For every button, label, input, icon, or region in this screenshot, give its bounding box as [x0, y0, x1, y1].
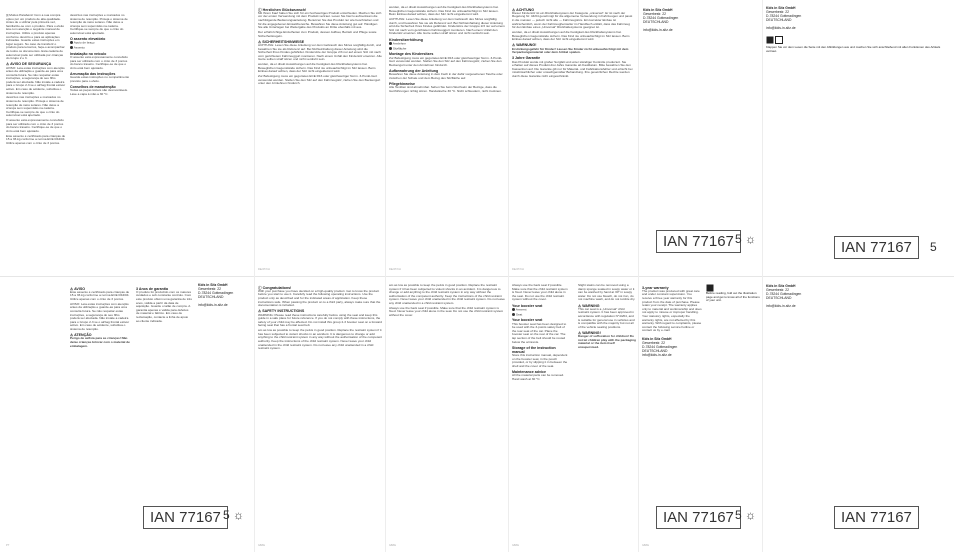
page-five-pt-text: 5: [223, 508, 230, 522]
de-care-text: Alle Textilien sind abnehmbar. Sehen Sie beim Wechseln der Bezüge, dass die Gurtführungen richtig sitzen. Handwäsche 30 °C. Nicht schleudern, nicht trocknen.: [389, 85, 502, 93]
seat-marker-icon: [70, 46, 73, 49]
en-warning-title-text: WARNING: [582, 303, 600, 308]
footer-en-2: GB/IE: [389, 544, 396, 547]
pt-install-title: Instalação no veículo: [70, 51, 107, 56]
contact-country-de: DEUTSCHLAND: [643, 20, 669, 24]
pt-atencao-text: Perigo de asfixia para as crianças! Não deixe crianças brincar com o material de embalagem.: [70, 336, 130, 348]
contact-street-en1: Gewerbestr. 22: [642, 340, 665, 345]
de-safety-title: ⚠ SICHERHEITSHINWEISE: [258, 39, 305, 44]
en-warning-text: This car seat is a „Universal" child restraint system. It has been approved in accordance with regulation N°44/04, and is suitable for general use in vehicles and is compatible with the majority but not all of the vehicle seating positions.: [578, 306, 635, 329]
en-armrest-marker-icon: [512, 308, 515, 311]
en-head-text: Congratulations!: [262, 285, 292, 290]
info-icon: [775, 36, 783, 44]
de-safety-text-2: werden, da er direkt Auswirkungen auf die Festigkeit des Rückhaltesystems hat. Beweglichen Gegenstände sichern. Das Kind nie unbeaufsichtigt im Sitz lassen. Beim Einbau darauf achten, dass der Sitz nicht eingeklemmt wird.: [258, 62, 376, 74]
contact-city-en: D-78244 Gottmadingen: [766, 292, 802, 296]
en-warning-title: ⚠ WARNING: [578, 303, 600, 308]
de-intro-2: Der erhält richtige Einzelheiten zum Produkt, dessen Aufbau, Betrieb und Pflege sowie Sicherheitsregeln.: [258, 29, 377, 38]
pt-maintenance-text: Todas as peças têxteis são desmontáveis. Lave a capa à mão a 30 °C.: [70, 88, 128, 96]
footer-en-1: GB/IE: [258, 544, 265, 547]
de-head: ⓘ Herzlichen Glückwunsch!: [258, 7, 307, 12]
en-recycle-block: [706, 284, 760, 303]
armrest-marker-icon: [70, 41, 73, 44]
contact-email-en[interactable]: info@kids-in-sitz.de: [766, 304, 796, 308]
de-col2-text-2: ACHTUNG: Lesen Sie diese Anleitung vor dem Gebrauch des Sitzes sorgfältig durch, und bewahren Sie sie als Referenz auf. Bei Nichteinhaltung dieser Anleitung wird die Sicherheit Ihres Kindes gefährdet. Kindersitze der Gruppe 2/3 nur auf einem Sitz mit nach vorn gerichtetem Fahrzeuggurt montieren. Nach einem Unfall den Kindersitz ersetzen. Alle Gurte sollten straff sitzen und nicht verdreht sein.: [389, 16, 505, 36]
fold-line-4: [638, 0, 639, 552]
pt-column-2: [70, 14, 130, 289]
en-col2-text: am as low as possible to keep the pelvis in good position. Replace the restraint system if it has been subjected to violent shocks in an accident. It is dangerous to change or add anything to the child restraint system in any way without the authorisation of the competent authority. Keep the instructions of the child restraint system. Never leave your child unattended in the child restraint system. Do not leave any child unattended in a child restraint system.: [389, 284, 505, 305]
recycle-icon: [766, 36, 774, 44]
footer-de-3: DE/AT/CH: [512, 268, 524, 271]
pt-col2-text: descritos nas instruções e marcados no sistema de retenção. Proteja o sistema de retenção de raios solares. Não deixe a criança sem supervisão na cadeira. Certifique-se sempre de que o cinto do automóvel está apertado.: [70, 14, 128, 35]
de-column-1: [258, 6, 382, 246]
de-armrest-label: [389, 42, 505, 46]
en-seat-label: [512, 313, 568, 317]
en-contact-block: [766, 284, 846, 308]
de-col2-text: werden, da er direkt Auswirkungen auf die Festigkeit des Rückhaltesystems hat. Beweglichen Gegenstände sichern. Das Kind nie unbeaufsichtigt im Sitz lassen. Beim Einbau darauf achten, dass der Sitz nicht eingeklemmt wird.: [389, 6, 499, 17]
pt-warning-text-2: descritos nas instruções e marcados no sistema de retenção. Proteja o sistema de retenção de raios solares. Não deixe a criança sem supervisão na cadeira. Certifique-se sempre de que o cinto do automóvel está apertado.: [6, 95, 64, 118]
contact-company-en1: Kids in Sitz GmbH: [642, 336, 672, 341]
fold-line-3: [508, 0, 509, 552]
contact-country-pt: DEUTSCHLAND: [198, 295, 224, 299]
de-safety-text: ACHTUNG: Lesen Sie diese Anleitung vor dem Gebrauch des Sitzes sorgfältig durch, und bewahren Sie sie als Referenz auf. Bei Nichteinhaltung dieser Anleitung wird die Sicherheit Ihres Kindes gefährdet. Kindersitze der Gruppe 2/3 nur auf einem Sitz mit nach vorn gerichtetem Fahrzeuggurt montieren. Nach einem Unfall den Kindersitz ersetzen. Alle Gurte sollten straff sitzen und nicht verdreht sein.: [258, 42, 382, 62]
de-warning-title-text: WARNUNG!: [516, 43, 537, 48]
pt-warning-text-3: O assento está expressamente concebido para ser utilizado com o cinto de 3 pontos do banco traseiro. Certifique-se de que o cinto está bem ajustado.: [6, 118, 64, 133]
en-install-text: This booster seat has been designed to be used with the 3-points safety belt of the rear seat of the car. Place the booster seat on the rear of the car. The lap section of the belt should be routed below the armrests.: [512, 321, 567, 344]
pt-contact-block: [198, 283, 250, 307]
en-safety-text: WARNING: Please read these instructions carefully before using the seat and keep this guide in a safe place for future reference. If you do not comply with these instructions, the safety of your child may be affected. Do not install this group 2-3 booster seat on a forward facing seat that has a frontal seat belt.: [258, 312, 382, 328]
en-column-2: [389, 284, 505, 544]
de-seat-text: Sitzfläche: [392, 46, 407, 51]
contact-company-de: Kids in Sitz GmbH: [643, 8, 673, 12]
pt-armrest-text: Apoio de braço: [73, 40, 95, 45]
contact-country-de2: DEUTSCHLAND: [766, 18, 792, 22]
de-warranty-title: 3 Jahre Garantie: [512, 56, 541, 61]
en-column-3: [512, 284, 568, 544]
page-five-en: [735, 508, 756, 522]
de-recycle-block: [766, 6, 948, 53]
en-contact-inline: [642, 337, 702, 357]
footer-de-1: DE/AT/CH: [258, 268, 270, 271]
pt-warranty-column: [136, 285, 192, 535]
en-maintenance-text: All the material parts can be removed. Hand wash at 30 °C.: [512, 373, 565, 381]
footer-en-3: GB/IE: [512, 544, 519, 547]
de-armrest-marker-icon: [389, 42, 392, 45]
pt-armrest-label: [70, 41, 130, 45]
page-five-de: [735, 232, 756, 246]
contact-company-en: Kids in Sitz GmbH: [766, 284, 796, 288]
footer-de-2: DE/AT/CH: [389, 268, 401, 271]
page-five-de2-text: 5: [930, 240, 937, 254]
fold-line-2: [385, 0, 386, 552]
de-attention-text-2: werden, da er direkt Auswirkungen auf die Festigkeit des Rückhaltesystems hat. Beweglichen Gegenstände sichern. Das Kind nie unbeaufsichtigt im Sitz lassen. Beim Einbau darauf achten, dass der Sitz nicht eingeklemmt wird.: [512, 29, 630, 42]
star-icon-en: ☼: [745, 508, 757, 522]
contact-city-de: D-78244 Gottmadingen: [643, 16, 679, 20]
de-attention-title: ⚠ ACHTUNG: [512, 7, 535, 12]
en-column-4: [578, 284, 636, 544]
pt-warning-text: AVISO: Leia estas instruções com atenção antes da utilização e guarde-as para uma consulta futura. Se não respeitar estas instruções, a segurança do seu filho poderá ser afectada. Não instale a cadeira para o Grupo 2-3 se o airbag frontal estiver activo. Em caso de acidente, substitua o sistema de retenção.: [6, 65, 66, 95]
pt-column-2-lower: [70, 285, 130, 545]
pt-atencao-title-text: ATENÇÃO: [74, 333, 92, 338]
pt-column-1: [6, 14, 66, 544]
contact-email-de2[interactable]: info@kids-in-sitz.de: [766, 26, 796, 30]
de-safety-text-3: Zur Befestigung muss ein gegurtetes ECE R16 oder gleichwertiger Norm. 3-Punkt-Gurt verwendet werden. Stellen Sie den Sitz auf den Fahrzeugsitz, ziehen Sie den Beckengurt unter den Armlehnen hindurch.: [258, 74, 381, 86]
de-attention-text: Dieser Kindersitz ist ein Rückhaltesystem der Kategorie „universal". Er ist nach der Regelung Nr. 44/04 genehmigt für die allgemeine Verwendung in Fahrzeugen und passt in die meisten — jedoch nicht alle — Fahrzeugsitze. Ein korrekter Einbau ist wahrscheinlich, wenn der Fahrzeughersteller im Handbuch erklärt, dass das Fahrzeug für den Einbau eines „Universal" Rückhaltesystems geeignet ist.: [512, 10, 633, 30]
fold-line-1: [254, 0, 255, 552]
ian-box-pt: IAN 77167: [143, 506, 228, 529]
pt-aviso-text: Este assento é certificado para crianças de 15 a 36 kg conforme a norma ECE R44/04. Utilize apenas com o cinto de 3 pontos.: [70, 289, 130, 301]
en-install-title: Your booster seat: [512, 318, 543, 323]
en-intro: With your purchase you have decided on a high-quality product. Get to know the product before you start to use it. Carefully read the following operating instructions. Use the product only as described and for the indicated areas of application. Keep these instructions safe. When passing the product on to a third party, always make sure that the documentation is included.: [258, 288, 381, 308]
pt-warning-title-text: AVISO DE SEGURANÇA: [10, 62, 52, 67]
contact-city-pt: D-78244 Gottmadingen: [198, 291, 234, 295]
star-icon-de: ☼: [745, 232, 757, 246]
de-mount-text: Zur Befestigung muss ein gegurtetes ECE R16 oder gleichwertiger Norm. 3-Punkt-Gurt verwendet werden. Stellen Sie den Sitz auf den Fahrzeugsitz, ziehen Sie den Beckengurt unter den Armlehnen hindurch.: [389, 55, 503, 67]
ian-box-en: IAN 77167: [656, 506, 741, 529]
pt-intro: [i] Muitos Parabéns! Com a sua compra optou por um produto de alta qualidade. Antes de o utilizar pela primeira vez, familiarize-se com o produto. Para o efeito leia com atenção o seguinte manual de instruções. Utilize o produto apenas conforme descrito e para as aplicações indicadas. Guarde estas instruções em lugar seguro. No caso de transferir o produto para terceiros, faça-o acompanhar de todos os documentos. Esta cadeira de automóvel pode ser utilizada por crianças do Grupo 2 e 3.: [6, 14, 65, 61]
pt-install-text: O assento está expressamente concebido para ser utilizado com o cinto de 3 pontos do banco traseiro. Certifique-se de que o cinto está bem ajustado.: [70, 55, 128, 70]
de-warning-text: Erstickungsgefahr für Kinder! Lassen Sie Kinder nicht unbeaufsichtigt mit dem Verpackungsmaterial oder dem Artikel spielen.: [512, 46, 629, 55]
pt-warning-title: ⚠ AVISO DE SEGURANÇA: [6, 62, 52, 67]
en-warranty-title: 3-year warranty: [642, 285, 669, 290]
footer-en-4: GB/IE: [642, 544, 649, 547]
pt-aviso-text-2: AVISO: Leia estas instruções com atenção antes da utilização e guarde-as para uma consulta futura. Se não respeitar estas instruções, a segurança do seu filho poderá ser afectada. Não instale a cadeira para o Grupo 2-3 se o airbag frontal estiver activo. Em caso de acidente, substitua o sistema de retenção.: [70, 301, 130, 331]
en-seat-marker-icon: [512, 313, 515, 316]
en-booster-title: Your booster seat: [512, 303, 543, 308]
en-maintenance-title: Maintenance advice: [512, 370, 546, 375]
en-warranty-column: [642, 284, 702, 514]
contact-company-pt: Kids in Sitz GmbH: [198, 283, 228, 287]
pt-atencao-title: ⚠ ATENÇÃO: [70, 333, 92, 338]
en-head: ⓘ Congratulations!: [258, 285, 292, 290]
de-storage-title: Aufbewahrung der Anleitung: [389, 68, 439, 73]
en-seat-text: Seat: [515, 312, 523, 317]
page-five-en-text: 5: [735, 508, 742, 522]
en-warning2-title: ⚠ WARNING!: [578, 330, 601, 335]
ian-box-en2: IAN 77167: [834, 506, 919, 529]
en-armrest-label: [512, 308, 568, 312]
de-storage-text: Bewahren Sie diese Anleitung in dem Fach in der dafür vorgesehenen Tasche oder zwischen der Schale und dem Bezug des Sitzfläche auf.: [389, 72, 503, 80]
pt-booster-title: O assento elevatório: [70, 37, 106, 42]
de-intro: Mit Ihrem Kauf haben Sie sich für ein hochwertiges Produkt entschieden. Machen Sie sich vor der ersten Verwendung mit dem Produkt vertraut. Lesen Sie hierzu aufmerksam die nachfolgende Bedienungsanleitung. Benutzen Sie das Produkt nur wie beschrieben und für die angegebenen Einsatzbereiche. Bewahren Sie diese Anleitung gut auf. Händigen Sie alle Unterlagen bei Weitergabe des Produkts an Dritte ebenfalls mit aus.: [258, 10, 382, 30]
ian-box-de: IAN 77167: [656, 230, 741, 253]
pt-warranty-text: O produto foi produzido com os maiores cuidados e sob constante controlo. Com este produto obtém uma garantia de três anos, válida a partir da data de aquisição. Guarde o talão de compra. A garantia apenas é válida para defeitos de material e fabrico. Em caso de reclamação, contacte a linha de apoio ao cliente indicada.: [136, 289, 192, 323]
contact-city-en1: D-78244 Gottmadingen: [642, 344, 678, 349]
contact-street-pt: Gewerbestr. 22: [198, 287, 221, 291]
en-col4-text: Slight stains can be removed using a damp sponge soaked in soapy water or it can be washed by hand at 30° in soapy water. Do not use bleach, do not iron, do not machine wash, and do not tumble dry.: [578, 284, 636, 302]
de-warning-title: ⚠ WARNUNG!: [512, 43, 537, 48]
de-column-3: [512, 6, 634, 256]
en-armrest-text: Armrest: [515, 307, 527, 312]
fold-line-5: [762, 0, 763, 552]
contact-company-de2: Kids in Sitz GmbH: [766, 6, 796, 10]
recycle-icons: [766, 36, 948, 44]
de-seat-marker-icon: [389, 47, 392, 50]
contact-street-de: Gewerbestr. 22: [643, 12, 666, 16]
de-care-title: Pflegehinweise: [389, 81, 415, 86]
pt-seat-text: Assento: [73, 45, 85, 50]
pt-storage-title: Arrumação das instruções: [70, 72, 116, 77]
star-icon: ☼: [233, 508, 245, 522]
pt-aviso-title: ⚠ AVISO: [70, 286, 86, 291]
recycle-text-en: Before reading, fold out the illustration page and get to know all of the functions of your unit.: [706, 291, 760, 303]
de-safety-title-text: SICHERHEITSHINWEISE: [262, 39, 305, 44]
contact-email-en1[interactable]: info@kids-in-sitz.de: [642, 352, 672, 357]
pt-seat-label: [70, 46, 130, 50]
de-attention-title-text: ACHTUNG: [516, 7, 535, 12]
contact-country-en: DEUTSCHLAND: [766, 296, 792, 300]
en-safety-text-2: am as low as possible to keep the pelvis in good position. Replace the restraint system if it has been subjected to violent shocks in an accident. It is dangerous to change or add anything to the child restraint system in any way without the authorisation of the competent authority. Keep the instructions of the child restraint system. Never leave your child unattended in the child restraint system. Do not leave any child unattended in a child restraint system.: [258, 328, 382, 351]
contact-email-de[interactable]: info@kids-in-sitz.de: [643, 28, 673, 32]
en-col2-text-2: Always use the back seat if possible. Make sure that the child restraint system is fixed. Never leave your child alone in the seat. Do not use the child restraint system without the cover.: [389, 305, 504, 317]
contact-email-pt[interactable]: info@kids-in-sitz.de: [198, 303, 228, 307]
fold-line-horizontal: [0, 276, 954, 277]
en-col3-text: Always use the back seat if possible. Make sure that the child restraint system is fixed. Never leave your child alone in the seat. Do not use the child restraint system without the cover.: [512, 284, 568, 302]
pt-warranty-title: 3 Anos de garantia: [136, 286, 169, 291]
de-booster-title: Kindersitzerhöhung: [389, 37, 423, 42]
recycle-text-de: Klappen Sie vor dem Lesen die Seite mit den Abbildungen aus und machen Sie sich anschließend mit allen Funktionen des Artikels vertraut.: [766, 45, 941, 53]
footer-pt: PT: [6, 544, 10, 547]
contact-street-de2: Gewerbestr. 22: [766, 10, 789, 14]
pt-maintenance-title: Conselhos de manutenção: [70, 85, 116, 90]
en-warranty-text: The product was produced with great care and under constant supervision. You receive a three year warranty for this product from the date of purchase. Please retain your receipt. The warranty applies only to material and workmanship and does not apply to misuse or improper handling. Your statutory rights, especially the warranty rights, are not affected by this warranty. With regard to complaints, please contact the following service hotline or contact us by e-mail.: [642, 288, 702, 333]
en-storage-text: Store this instruction manual, dependent on the booster seat, in the pouch provided, or by slipping it in between the shell and the cover of the seat.: [512, 353, 568, 368]
de-head-text: Herzlichen Glückwunsch!: [262, 7, 307, 12]
de-warranty-text: Das Produkt wurde mit großer Sorgfalt und unter ständiger Kontrolle produziert. Sie erhalten auf dieses Produkt drei Jahre Garantie ab Kaufdatum. Bitte bewahren Sie den Kassenbon auf. Die Garantie gilt nur für Material- und Fabrikationsfehler und erlischt bei missbräuchlicher oder unsachgemäßer Behandlung. Ihre gesetzlichen Rechte werden durch diese Garantie nicht eingeschränkt.: [512, 59, 633, 78]
de-mount-title: Montage des Kindersitzes: [389, 52, 434, 57]
en-column-1: [258, 284, 382, 544]
de-column-2: [389, 6, 505, 246]
de-contact-block: [643, 8, 759, 32]
pt-storage-text: Guarde estas instruções no compartimento previsto para o efeito.: [70, 75, 130, 83]
de-seat-label: [389, 47, 505, 51]
pt-warning-text-4: Este assento é certificado para crianças de 15 a 36 kg conforme a norma ECE R44/04. Utilize apenas com o cinto de 3 pontos.: [6, 133, 66, 145]
ian-box-de2: IAN 77167: [834, 236, 919, 259]
page-five-pt: [223, 508, 244, 522]
en-warning2-text: Danger of suffocation for children! Do not let children play with the packaging material or the item itself unsupervised.: [578, 334, 636, 349]
de-armrest-text: Armlehne: [392, 41, 406, 46]
en-safety-title: ⚠ SAFETY INSTRUCTIONS: [258, 309, 305, 314]
contact-city-de2: D-78244 Gottmadingen: [766, 14, 802, 18]
en-warning2-title-text: WARNING!: [582, 330, 601, 335]
page-five-de-text: 5: [735, 232, 742, 246]
en-storage-title: Storage of the instruction manual: [512, 345, 556, 354]
contact-street-en: Gewerbestr. 22: [766, 288, 789, 292]
en-safety-title-text: SAFETY INSTRUCTIONS: [262, 309, 305, 314]
contact-country-en1: DEUTSCHLAND: [642, 348, 668, 353]
pt-aviso-title-text: AVISO: [74, 286, 86, 291]
page-five-de2: [930, 240, 937, 254]
